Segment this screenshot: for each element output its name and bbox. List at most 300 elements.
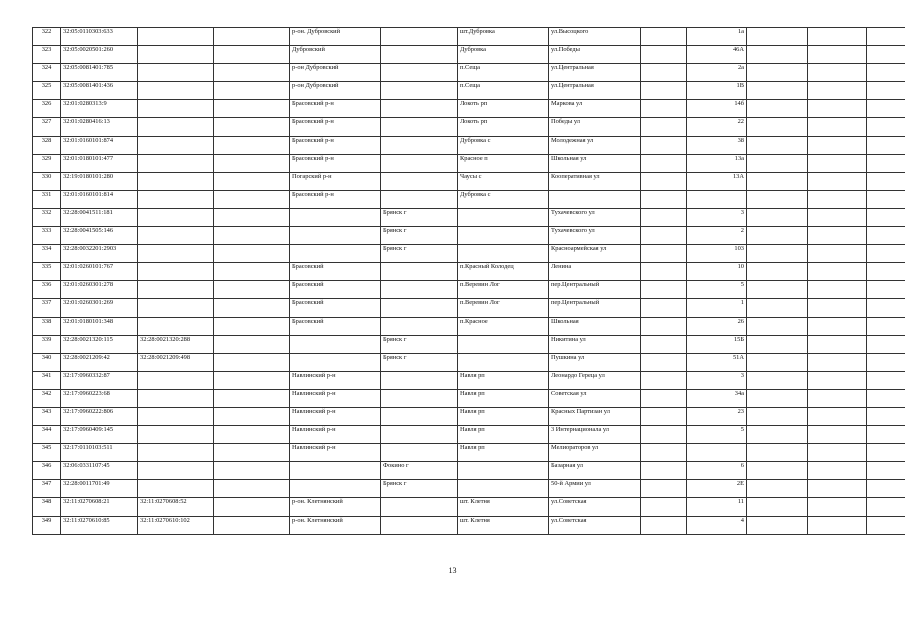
empty-cell (808, 462, 867, 480)
empty-cell (867, 480, 905, 498)
empty-cell (808, 480, 867, 498)
street-cell: ул.Центральная (549, 82, 641, 100)
street-cell: ул.Центральная (549, 64, 641, 82)
cadastral-number-cell: 32:28:0032201:2903 (61, 245, 138, 263)
empty-cell (214, 480, 290, 498)
empty-cell (641, 407, 687, 425)
empty-cell (214, 190, 290, 208)
cadastral-number-2-cell (138, 245, 214, 263)
city-cell (381, 190, 458, 208)
cadastral-number-cell: 32:11:0270610:85 (61, 516, 138, 534)
empty-cell (867, 299, 905, 317)
cadastral-number-cell: 32:17:0960223:68 (61, 389, 138, 407)
house-number-cell: 2 (687, 227, 747, 245)
district-cell: Брасовский р-н (290, 190, 381, 208)
street-cell (549, 190, 641, 208)
city-cell (381, 426, 458, 444)
locality-cell: Навля рп (458, 371, 549, 389)
row-number-cell: 330 (33, 172, 61, 190)
empty-cell (214, 353, 290, 371)
cadastral-number-cell: 32:28:0011701:49 (61, 480, 138, 498)
empty-cell (641, 154, 687, 172)
empty-cell (808, 136, 867, 154)
empty-cell (867, 136, 905, 154)
empty-cell (641, 389, 687, 407)
locality-cell: п.Сеща (458, 82, 549, 100)
row-number-cell: 335 (33, 263, 61, 281)
row-number-cell: 340 (33, 353, 61, 371)
empty-cell (214, 82, 290, 100)
district-cell: Брасовский р-н (290, 136, 381, 154)
cadastral-number-cell: 32:01:0260301:269 (61, 299, 138, 317)
house-number-cell: 1В (687, 82, 747, 100)
cadastral-number-2-cell (138, 462, 214, 480)
locality-cell (458, 462, 549, 480)
empty-cell (214, 335, 290, 353)
empty-cell (867, 462, 905, 480)
cadastral-number-2-cell (138, 371, 214, 389)
city-cell (381, 263, 458, 281)
street-cell: Красноармейская ул (549, 245, 641, 263)
empty-cell (867, 444, 905, 462)
empty-cell (747, 136, 808, 154)
table-row (33, 46, 905, 64)
table-row (33, 498, 905, 516)
empty-cell (747, 227, 808, 245)
empty-cell (641, 82, 687, 100)
empty-cell (214, 154, 290, 172)
locality-cell: Навля рп (458, 407, 549, 425)
empty-cell (641, 227, 687, 245)
city-cell: Брянск г (381, 245, 458, 263)
table-row (33, 516, 905, 534)
empty-cell (808, 407, 867, 425)
empty-cell (214, 28, 290, 46)
district-cell: Навлинский р-н (290, 407, 381, 425)
cadastral-number-cell: 32:11:0270608:21 (61, 498, 138, 516)
empty-cell (641, 64, 687, 82)
city-cell: Брянск г (381, 353, 458, 371)
empty-cell (214, 407, 290, 425)
row-number-cell: 345 (33, 444, 61, 462)
empty-cell (867, 172, 905, 190)
empty-cell (867, 208, 905, 226)
district-cell: Брасовский р-н (290, 154, 381, 172)
empty-cell (867, 245, 905, 263)
empty-cell (747, 353, 808, 371)
row-number-cell: 324 (33, 64, 61, 82)
house-number-cell: 5 (687, 281, 747, 299)
empty-cell (747, 516, 808, 534)
cadastral-number-2-cell (138, 118, 214, 136)
empty-cell (867, 317, 905, 335)
locality-cell: Дубровка с (458, 136, 549, 154)
city-cell (381, 154, 458, 172)
district-cell: Брасовский (290, 317, 381, 335)
empty-cell (214, 100, 290, 118)
table-row (33, 335, 905, 353)
empty-cell (747, 154, 808, 172)
locality-cell (458, 245, 549, 263)
empty-cell (867, 426, 905, 444)
empty-cell (214, 444, 290, 462)
city-cell: Брянск г (381, 208, 458, 226)
district-cell: Навлинский р-н (290, 371, 381, 389)
table-row (33, 353, 905, 371)
empty-cell (867, 335, 905, 353)
empty-cell (808, 154, 867, 172)
cadastral-number-2-cell (138, 480, 214, 498)
empty-cell (214, 245, 290, 263)
table-row (33, 118, 905, 136)
empty-cell (641, 353, 687, 371)
district-cell: Брасовский (290, 299, 381, 317)
house-number-cell: 23 (687, 407, 747, 425)
house-number-cell: 4 (687, 516, 747, 534)
table-row (33, 426, 905, 444)
house-number-cell: 22 (687, 118, 747, 136)
city-cell (381, 444, 458, 462)
city-cell (381, 299, 458, 317)
district-cell: р-он. Дубровский (290, 28, 381, 46)
row-number-cell: 344 (33, 426, 61, 444)
empty-cell (747, 208, 808, 226)
table-row (33, 64, 905, 82)
street-cell: ул.Советская (549, 516, 641, 534)
district-cell: Брасовский р-н (290, 118, 381, 136)
empty-cell (747, 317, 808, 335)
row-number-cell: 339 (33, 335, 61, 353)
city-cell (381, 82, 458, 100)
row-number-cell: 334 (33, 245, 61, 263)
district-cell (290, 335, 381, 353)
empty-cell (808, 516, 867, 534)
cadastral-number-cell: 32:28:0041511:181 (61, 208, 138, 226)
empty-cell (214, 389, 290, 407)
row-number-cell: 343 (33, 407, 61, 425)
empty-cell (214, 227, 290, 245)
empty-cell (808, 28, 867, 46)
cadastral-number-2-cell (138, 281, 214, 299)
empty-cell (808, 190, 867, 208)
city-cell (381, 136, 458, 154)
street-cell: Победы ул (549, 118, 641, 136)
city-cell (381, 371, 458, 389)
table-row (33, 208, 905, 226)
row-number-cell: 331 (33, 190, 61, 208)
empty-cell (214, 299, 290, 317)
street-cell: Тухачевского ул (549, 208, 641, 226)
table-row (33, 227, 905, 245)
row-number-cell: 328 (33, 136, 61, 154)
table-row (33, 245, 905, 263)
empty-cell (747, 118, 808, 136)
city-cell (381, 46, 458, 64)
empty-cell (747, 190, 808, 208)
locality-cell: Красное п (458, 154, 549, 172)
table-row (33, 28, 905, 46)
empty-cell (641, 136, 687, 154)
empty-cell (867, 353, 905, 371)
empty-cell (867, 28, 905, 46)
row-number-cell: 338 (33, 317, 61, 335)
row-number-cell: 326 (33, 100, 61, 118)
row-number-cell: 342 (33, 389, 61, 407)
table-row (33, 407, 905, 425)
locality-cell: п.Красное (458, 317, 549, 335)
street-cell: ул.Высоцкого (549, 28, 641, 46)
row-number-cell: 333 (33, 227, 61, 245)
empty-cell (214, 317, 290, 335)
empty-cell (641, 516, 687, 534)
empty-cell (867, 227, 905, 245)
district-cell (290, 245, 381, 263)
empty-cell (808, 371, 867, 389)
empty-cell (808, 299, 867, 317)
empty-cell (808, 100, 867, 118)
cadastral-number-2-cell (138, 389, 214, 407)
table-row (33, 82, 905, 100)
house-number-cell: 13а (687, 154, 747, 172)
district-cell: Погарский р-н (290, 172, 381, 190)
empty-cell (808, 281, 867, 299)
empty-cell (214, 46, 290, 64)
house-number-cell: 103 (687, 245, 747, 263)
district-cell (290, 462, 381, 480)
empty-cell (867, 498, 905, 516)
empty-cell (214, 263, 290, 281)
empty-cell (641, 245, 687, 263)
empty-cell (808, 245, 867, 263)
cadastral-number-cell: 32:28:0041505:146 (61, 227, 138, 245)
table-row (33, 480, 905, 498)
cadastral-number-2-cell (138, 154, 214, 172)
cadastral-number-2-cell: 32:11:0270608:52 (138, 498, 214, 516)
empty-cell (867, 281, 905, 299)
cadastral-number-2-cell (138, 28, 214, 46)
cadastral-number-cell: 32:17:0960332:87 (61, 371, 138, 389)
row-number-cell: 349 (33, 516, 61, 534)
city-cell (381, 172, 458, 190)
empty-cell (641, 281, 687, 299)
empty-cell (747, 444, 808, 462)
empty-cell (747, 100, 808, 118)
empty-cell (867, 46, 905, 64)
empty-cell (641, 335, 687, 353)
house-number-cell: 26 (687, 317, 747, 335)
empty-cell (641, 263, 687, 281)
empty-cell (747, 64, 808, 82)
empty-cell (214, 498, 290, 516)
cadastral-number-cell: 32:17:0960222:806 (61, 407, 138, 425)
house-number-cell (687, 190, 747, 208)
street-cell: Никитина ул (549, 335, 641, 353)
empty-cell (808, 46, 867, 64)
row-number-cell: 329 (33, 154, 61, 172)
city-cell (381, 317, 458, 335)
district-cell: р-он Дубровский (290, 64, 381, 82)
table-row (33, 317, 905, 335)
street-cell: Пушкина ул (549, 353, 641, 371)
house-number-cell: 14б (687, 100, 747, 118)
cadastral-number-2-cell (138, 172, 214, 190)
cadastral-number-2-cell: 32:28:0021320:288 (138, 335, 214, 353)
cadastral-number-cell: 32:05:0110303:633 (61, 28, 138, 46)
cadastral-number-2-cell: 32:11:0270610:102 (138, 516, 214, 534)
house-number-cell: 13А (687, 172, 747, 190)
district-cell: р-он Дубровский (290, 82, 381, 100)
empty-cell (747, 299, 808, 317)
locality-cell (458, 353, 549, 371)
empty-cell (808, 172, 867, 190)
locality-cell (458, 335, 549, 353)
cadastral-number-2-cell (138, 64, 214, 82)
empty-cell (641, 118, 687, 136)
table-row (33, 389, 905, 407)
house-number-cell: 11 (687, 498, 747, 516)
city-cell: Фокино г (381, 462, 458, 480)
street-cell: Школьная ул (549, 154, 641, 172)
row-number-cell: 346 (33, 462, 61, 480)
cadastral-number-cell: 32:19:0180101:280 (61, 172, 138, 190)
empty-cell (641, 208, 687, 226)
empty-cell (808, 263, 867, 281)
city-cell (381, 281, 458, 299)
house-number-cell: 15Б (687, 335, 747, 353)
empty-cell (214, 172, 290, 190)
locality-cell (458, 480, 549, 498)
city-cell: Брянск г (381, 335, 458, 353)
street-cell: Тухачевского ул (549, 227, 641, 245)
cadastral-number-cell: 32:01:0160101:874 (61, 136, 138, 154)
city-cell: Брянск г (381, 480, 458, 498)
empty-cell (867, 82, 905, 100)
empty-cell (641, 480, 687, 498)
empty-cell (214, 516, 290, 534)
district-cell: Навлинский р-н (290, 389, 381, 407)
row-number-cell: 336 (33, 281, 61, 299)
city-cell (381, 118, 458, 136)
empty-cell (214, 371, 290, 389)
empty-cell (747, 172, 808, 190)
cadastral-number-cell: 32:05:0081401:436 (61, 82, 138, 100)
city-cell (381, 516, 458, 534)
empty-cell (747, 371, 808, 389)
register-table (32, 27, 905, 535)
house-number-cell: 51А (687, 353, 747, 371)
empty-cell (808, 82, 867, 100)
house-number-cell: 2а (687, 64, 747, 82)
register-table-body (33, 28, 905, 535)
cadastral-number-cell: 32:06:0331107:45 (61, 462, 138, 480)
cadastral-number-cell: 32:28:0021209:42 (61, 353, 138, 371)
street-cell: Кооперативная ул (549, 172, 641, 190)
row-number-cell: 347 (33, 480, 61, 498)
street-cell: Ленина (549, 263, 641, 281)
row-number-cell: 337 (33, 299, 61, 317)
district-cell: Дубровский (290, 46, 381, 64)
locality-cell: шт. Клетня (458, 498, 549, 516)
house-number-cell: 38 (687, 136, 747, 154)
street-cell: Мелиораторов ул (549, 444, 641, 462)
street-cell: пер.Центральный (549, 281, 641, 299)
empty-cell (214, 208, 290, 226)
cadastral-number-2-cell (138, 100, 214, 118)
locality-cell (458, 227, 549, 245)
empty-cell (747, 426, 808, 444)
city-cell (381, 389, 458, 407)
table-row (33, 172, 905, 190)
table-row (33, 299, 905, 317)
locality-cell: шт. Клетня (458, 516, 549, 534)
empty-cell (747, 281, 808, 299)
empty-cell (867, 100, 905, 118)
table-row (33, 462, 905, 480)
row-number-cell: 323 (33, 46, 61, 64)
house-number-cell: 1а (687, 28, 747, 46)
empty-cell (747, 407, 808, 425)
city-cell: Брянск г (381, 227, 458, 245)
empty-cell (641, 100, 687, 118)
city-cell (381, 100, 458, 118)
locality-cell: п.Веревин Лог (458, 299, 549, 317)
locality-cell: п.Веревин Лог (458, 281, 549, 299)
empty-cell (867, 407, 905, 425)
empty-cell (808, 208, 867, 226)
cadastral-number-cell: 32:01:0180101:348 (61, 317, 138, 335)
street-cell: Леонардо Гереца ул (549, 371, 641, 389)
page-number: 13 (448, 566, 457, 575)
table-row (33, 190, 905, 208)
cadastral-number-2-cell (138, 190, 214, 208)
district-cell: Брасовский р-н (290, 100, 381, 118)
cadastral-number-2-cell: 32:28:0021209:498 (138, 353, 214, 371)
house-number-cell: 3 (687, 208, 747, 226)
district-cell: Навлинский р-н (290, 444, 381, 462)
cadastral-number-cell: 32:01:0280416:13 (61, 118, 138, 136)
house-number-cell (687, 444, 747, 462)
house-number-cell: 10 (687, 263, 747, 281)
district-cell (290, 208, 381, 226)
empty-cell (747, 335, 808, 353)
empty-cell (808, 335, 867, 353)
empty-cell (214, 426, 290, 444)
house-number-cell: 5 (687, 426, 747, 444)
cadastral-number-cell: 32:28:0021320:115 (61, 335, 138, 353)
locality-cell: Чаусы с (458, 172, 549, 190)
empty-cell (867, 389, 905, 407)
cadastral-number-cell: 32:17:0110103:511 (61, 444, 138, 462)
empty-cell (867, 371, 905, 389)
cadastral-number-2-cell (138, 136, 214, 154)
street-cell: 3 Интернационала ул (549, 426, 641, 444)
empty-cell (867, 516, 905, 534)
empty-cell (747, 245, 808, 263)
locality-cell: п.Красный Колодец (458, 263, 549, 281)
street-cell: Красных Партизан ул (549, 407, 641, 425)
street-cell: ул.Победы (549, 46, 641, 64)
district-cell (290, 480, 381, 498)
locality-cell: Дубровка (458, 46, 549, 64)
locality-cell: шт.Дубровка (458, 28, 549, 46)
district-cell: Брасовский (290, 281, 381, 299)
table-row (33, 100, 905, 118)
locality-cell: Локоть рп (458, 100, 549, 118)
street-cell: Маркова ул (549, 100, 641, 118)
table-row (33, 263, 905, 281)
table-row (33, 136, 905, 154)
empty-cell (808, 64, 867, 82)
